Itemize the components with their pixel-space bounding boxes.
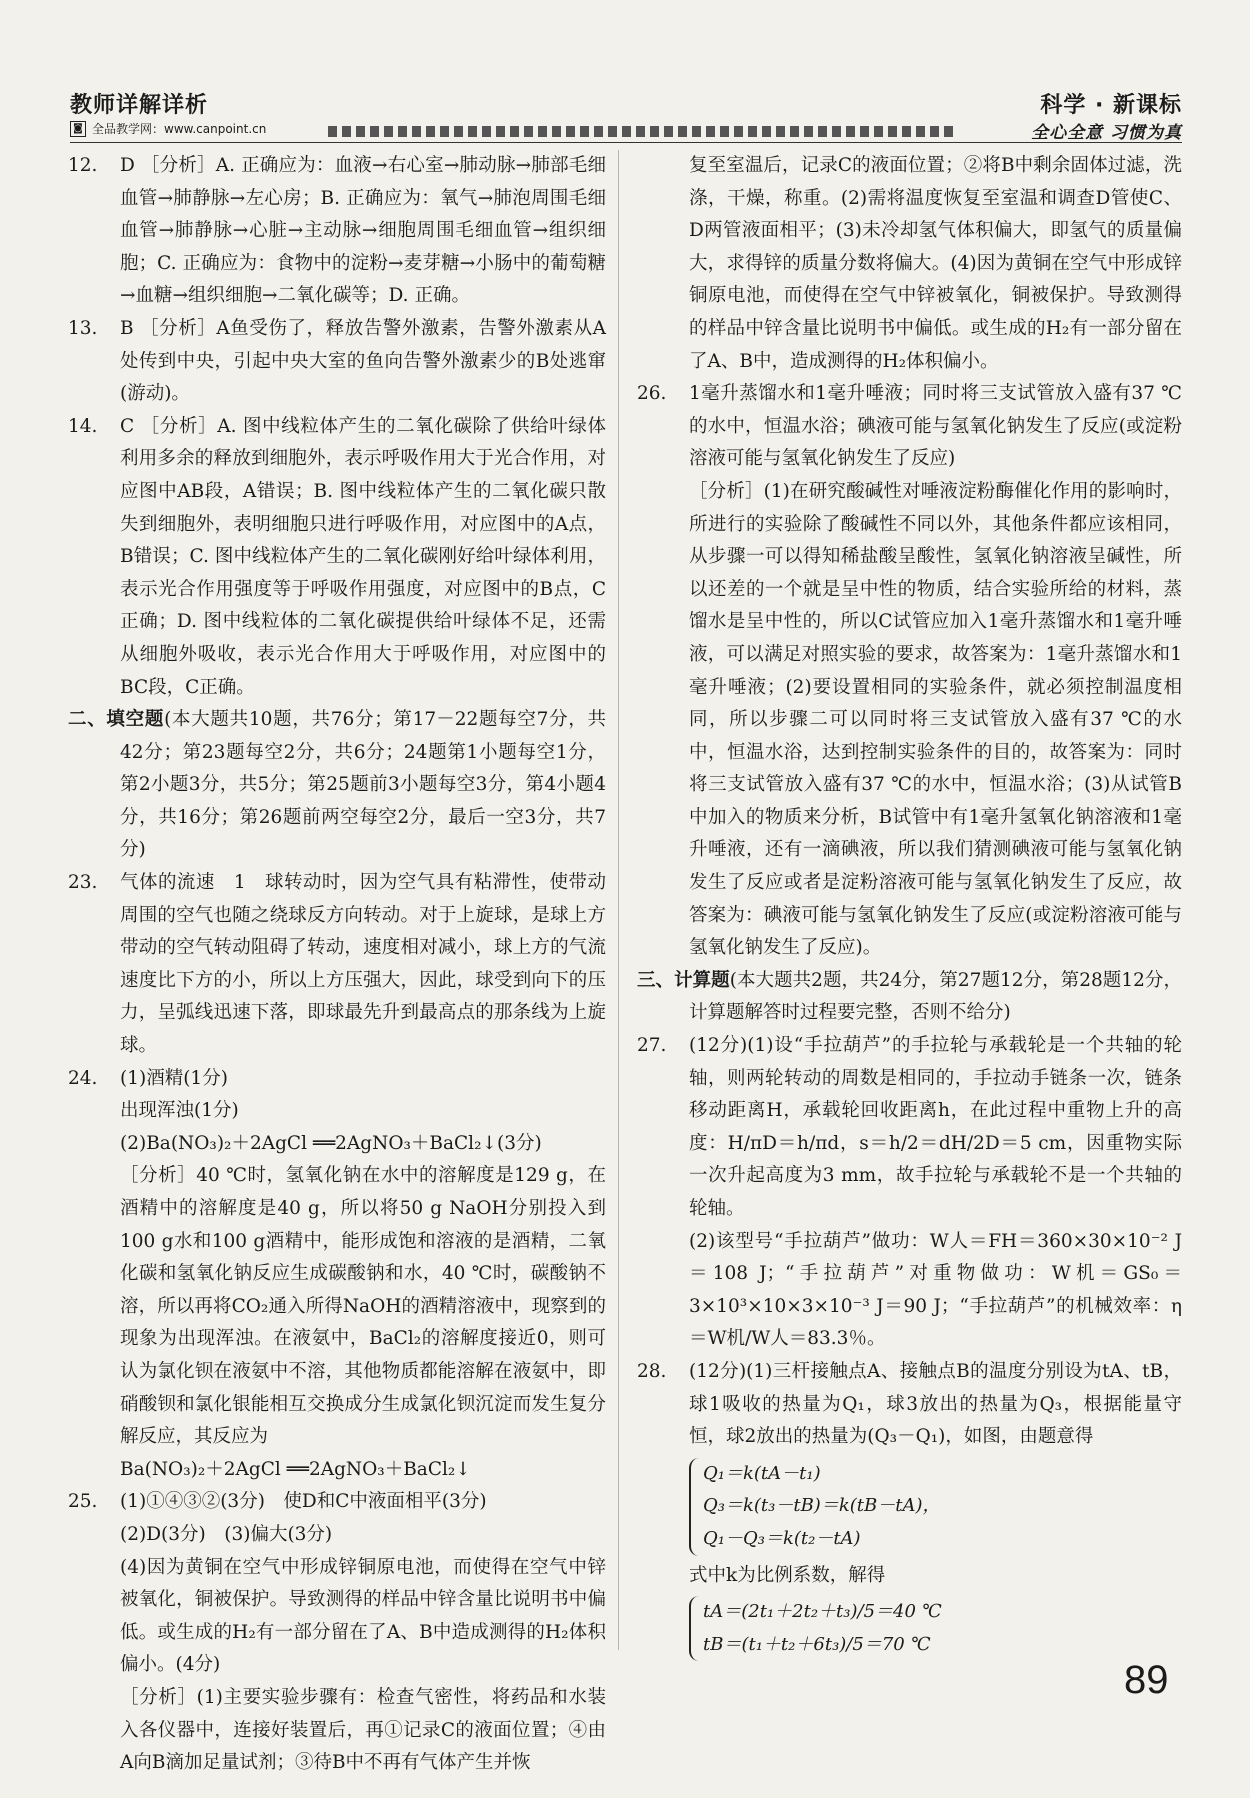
- answer-number: 28.: [637, 1360, 667, 1382]
- answer-number: 24.: [68, 1067, 98, 1089]
- solution-system: [689, 1596, 1182, 1661]
- header-site-text: 全品教学网：www.canpoint.cn: [92, 122, 267, 136]
- answer-23: [68, 867, 606, 1063]
- section-2-header: [68, 704, 606, 867]
- equation: Q₃＝k(t₃－tB)＝k(tB－tA)，: [703, 1495, 941, 1517]
- answer-26: [637, 378, 1182, 965]
- answer-25: [68, 1486, 606, 1779]
- answer-12: [68, 150, 606, 313]
- answer-line: (1)①④③②(3分) 使D和C中液面相平(3分): [120, 1491, 487, 1513]
- page-number: 89: [1124, 1658, 1169, 1702]
- equation: Q₁＝k(tA－t₁): [703, 1462, 821, 1484]
- answer-number: 25.: [68, 1491, 98, 1513]
- answer-line: (4)因为黄铜在空气中形成锌铜原电池，而使得在空气中锌被氧化，铜被保护。导致测得的样品中锌含量比说明书中偏低。或生成的H₂有一部分留在了A、B中造成测得的H₂体积偏小。(4分): [120, 1556, 606, 1676]
- answer-number: 27.: [637, 1035, 667, 1057]
- answer-text: B ［分析］A鱼受伤了，释放告警外激素，告警外激素从A处传到中央，引起中央大室的鱼向告警外激素少的B处逃窜(游动)。: [120, 317, 606, 405]
- analysis-text: ［分析］40 ℃时，氢氧化钠在水中的溶解度是129 g，在酒精中的溶解度是40 g，所以将50 g NaOH分别投入到100 g水和100 g酒精中，能形成饱和溶液的是酒精，二氧化碳和氢氧化钠反应生成碳酸钠和水，40 ℃时，碳酸钠不溶，所以再将CO₂通入所得NaOH的酒精溶液中，现察到的现象为出现浑浊。在液氨中，BaCl₂的溶解度接近0，则可认为氯化钡在液氨中不溶，其他物质都能溶解在液氨中，即硝酸钡和氯化银能相互交换成分生成氯化钡沉淀而发生复分解反应，其反应为: [120, 1165, 606, 1448]
- answer-text: (12分)(1)设“手拉葫芦”的手拉轮与承载轮是一个共轴的轮轴，则两轮转动的周数是相同的，手拉动手链条一次，链条移动距离H，承载轮回收距离h，在此过程中重物上升的高度：H/πD＝h/πd，s＝h/2＝dH/2D＝5 cm，因重物实际一次升起高度为3 mm，故手拉轮与承载轮不是一个共轴的轮轴。: [689, 1035, 1182, 1219]
- equation-system: [689, 1458, 1182, 1556]
- answer-text: (2)该型号“手拉葫芦”做功：W人＝FH＝360×30×10⁻² J＝108 J；“手拉葫芦”对重物做功：W机＝GS₀＝3×10³×10×3×10⁻³ J＝90 J；“手拉葫芦”的机械效率：η＝W机/W人＝83.3％。: [689, 1230, 1182, 1350]
- analysis-text: 复至室温后，记录C的液面位置；②将B中剩余固体过滤，洗涤，干燥，称重。(2)需将温度恢复至室温和调查D管使C、D两管液面相平；(3)未冷却氢气体积偏大，即氢气的质量偏大，求得锌的质量分数将偏大。(4)因为黄铜在空气中形成锌铜原电池，而使得在空气中锌被氧化，铜被保护。导致测得的样品中锌含量比说明书中偏低。或生成的H₂有一部分留在了A、B中，造成测得的H₂体积偏小。: [689, 155, 1182, 372]
- header-right-title: 科学 · 新课标: [1040, 93, 1182, 118]
- answer-number: 12.: [68, 155, 98, 176]
- chemical-equation: Ba(NO₃)₂＋2AgCl ══2AgNO₃＋BaCl₂↓: [120, 1458, 471, 1480]
- header-rule: [70, 142, 1182, 143]
- answer-text: 1毫升蒸馏水和1毫升唾液；同时将三支试管放入盛有37 ℃的水中，恒温水浴；碘液可能与氢氧化钠发生了反应(或淀粉溶液可能与氢氧化钠发生了反应): [689, 383, 1182, 470]
- answer-number: 13.: [68, 317, 98, 339]
- answer-27: [637, 1030, 1182, 1356]
- section-note: (本大题共10题，共76分；第17－22题每空7分，共42分；第23题每空2分，共6分；24题第1小题每空1分，第2小题3分，共5分；第25题前3小题每空3分，第4小题4分，共16分；第26题前两空每空2分，最后一空3分，共7分): [120, 709, 606, 861]
- section-title: 二、填空题: [68, 709, 165, 731]
- page-header: [70, 88, 1182, 144]
- answer-line: (1)酒精(1分): [120, 1067, 228, 1089]
- answer-text: (12分)(1)三杆接触点A、接触点B的温度分别设为tA、tB，球1吸收的热量为Q₁，球3放出的热量为Q₃，根据能量守恒，球2放出的热量为(Q₃－Q₁)，如图，由题意得: [689, 1360, 1182, 1448]
- answer-text: D ［分析］A. 正确应为：血液→右心室→肺动脉→肺部毛细血管→肺静脉→左心房；B. 正确应为：氧气→肺泡周围毛细血管→肺静脉→心脏→主动脉→细胞周围毛细血管→组织细胞；C. 正确应为：食物中的淀粉→麦芽糖→小肠中的葡萄糖→血糖→组织细胞→二氧化碳等；D. 正确。: [120, 155, 606, 307]
- answer-24: [68, 1063, 606, 1487]
- header-brand: 全心全意 习惯为真: [1031, 123, 1182, 143]
- equation: tB＝(t₁＋t₂＋6t₃)/5＝70 ℃: [703, 1633, 931, 1655]
- answer-number: 26.: [637, 383, 667, 405]
- answer-number: 14.: [68, 415, 98, 437]
- column-divider: [618, 150, 619, 1650]
- left-column: [68, 150, 606, 1780]
- answer-text: 式中k为比例系数，解得: [689, 1564, 886, 1586]
- answer-text: C ［分析］A. 图中线粒体产生的二氧化碳除了供给叶绿体利用多余的释放到细胞外，表示呼吸作用大于光合作用，对应图中AB段，A错误；B. 图中线粒体产生的二氧化碳只散失到细胞外，表明细胞只进行呼吸作用，对应图中的A点，B错误；C. 图中线粒体产生的二氧化碳刚好给叶绿体利用，表示光合作用强度等于呼吸作用强度，对应图中的B点，C正确；D. 图中线粒体的二氧化碳提供给叶绿体不足，还需从细胞外吸收，表示光合作用大于呼吸作用，对应图中的BC段，C正确。: [120, 415, 606, 698]
- section-note: (本大题共2题，共24分，第27题12分，第28题12分，计算题解答时过程要完整，否则不给分): [689, 969, 1182, 1024]
- header-site: [70, 120, 266, 137]
- answer-line: (2)Ba(NO₃)₂＋2AgCl ══2AgNO₃＋BaCl₂↓(3分): [120, 1132, 542, 1154]
- answer-number: 23.: [68, 872, 98, 894]
- answer-14: [68, 411, 606, 704]
- equation: tA＝(2t₁＋2t₂＋t₃)/5＝40 ℃: [703, 1601, 942, 1623]
- right-column: [637, 150, 1182, 1665]
- answer-line: (2)D(3分) (3)偏大(3分): [120, 1523, 333, 1545]
- logo-icon: ◙: [70, 121, 86, 137]
- answer-line: 出现浑浊(1分): [120, 1100, 239, 1122]
- equation: Q₁－Q₃＝k(t₂－tA): [703, 1527, 861, 1549]
- section-title: 三、计算题: [637, 969, 730, 991]
- answer-25-continued: [637, 150, 1182, 378]
- decorative-dash-bar: [328, 126, 957, 137]
- analysis-text: ［分析］(1)主要实验步骤有：检查气密性，将药品和水装入各仪器中，连接好装置后，再①记录C的液面位置；④由A向B滴加足量试剂；③待B中不再有气体产生并恢: [120, 1686, 606, 1774]
- header-left-title: 教师详解详析: [70, 93, 209, 118]
- answer-13: [68, 313, 606, 411]
- answer-text: 气体的流速 1 球转动时，因为空气具有粘滞性，使带动周围的空气也随之绕球反方向转动。对于上旋球，是球上方带动的空气转动阻碍了转动，速度相对减小，球上方的气流速度比下方的小，所以上方压强大，因此，球受到向下的压力，呈弧线迅速下落，即球最先升到最高点的那条线为上旋球。: [120, 872, 606, 1057]
- analysis-text: ［分析］(1)在研究酸碱性对唾液淀粉酶催化作用的影响时，所进行的实验除了酸碱性不同以外，其他条件都应该相同，从步骤一可以得知稀盐酸呈酸性，氢氧化钠溶液呈碱性，所以还差的一个就是呈中性的物质，结合实验所给的材料，蒸馏水是呈中性的，所以C试管应加入1毫升蒸馏水和1毫升唾液，可以满足对照实验的要求，故答案为：1毫升蒸馏水和1毫升唾液；(2)要设置相同的实验条件，就必须控制温度相同，所以步骤二可以同时将三支试管放入盛有37 ℃的水中，恒温水浴，达到控制实验条件的目的，故答案为：同时将三支试管放入盛有37 ℃的水中，恒温水浴；(3)从试管B中加入的物质来分析，B试管中有1毫升氢氧化钠溶液和1毫升唾液，还有一滴碘液，所以我们猜测碘液可能与氢氧化钠发生了反应或者是淀粉溶液可能与氢氧化钠发生了反应，故答案为：碘液可能与氢氧化钠发生了反应(或淀粉溶液可能与氢氧化钠发生了反应)。: [689, 480, 1182, 959]
- answer-28: [637, 1356, 1182, 1665]
- section-3-header: [637, 965, 1182, 1030]
